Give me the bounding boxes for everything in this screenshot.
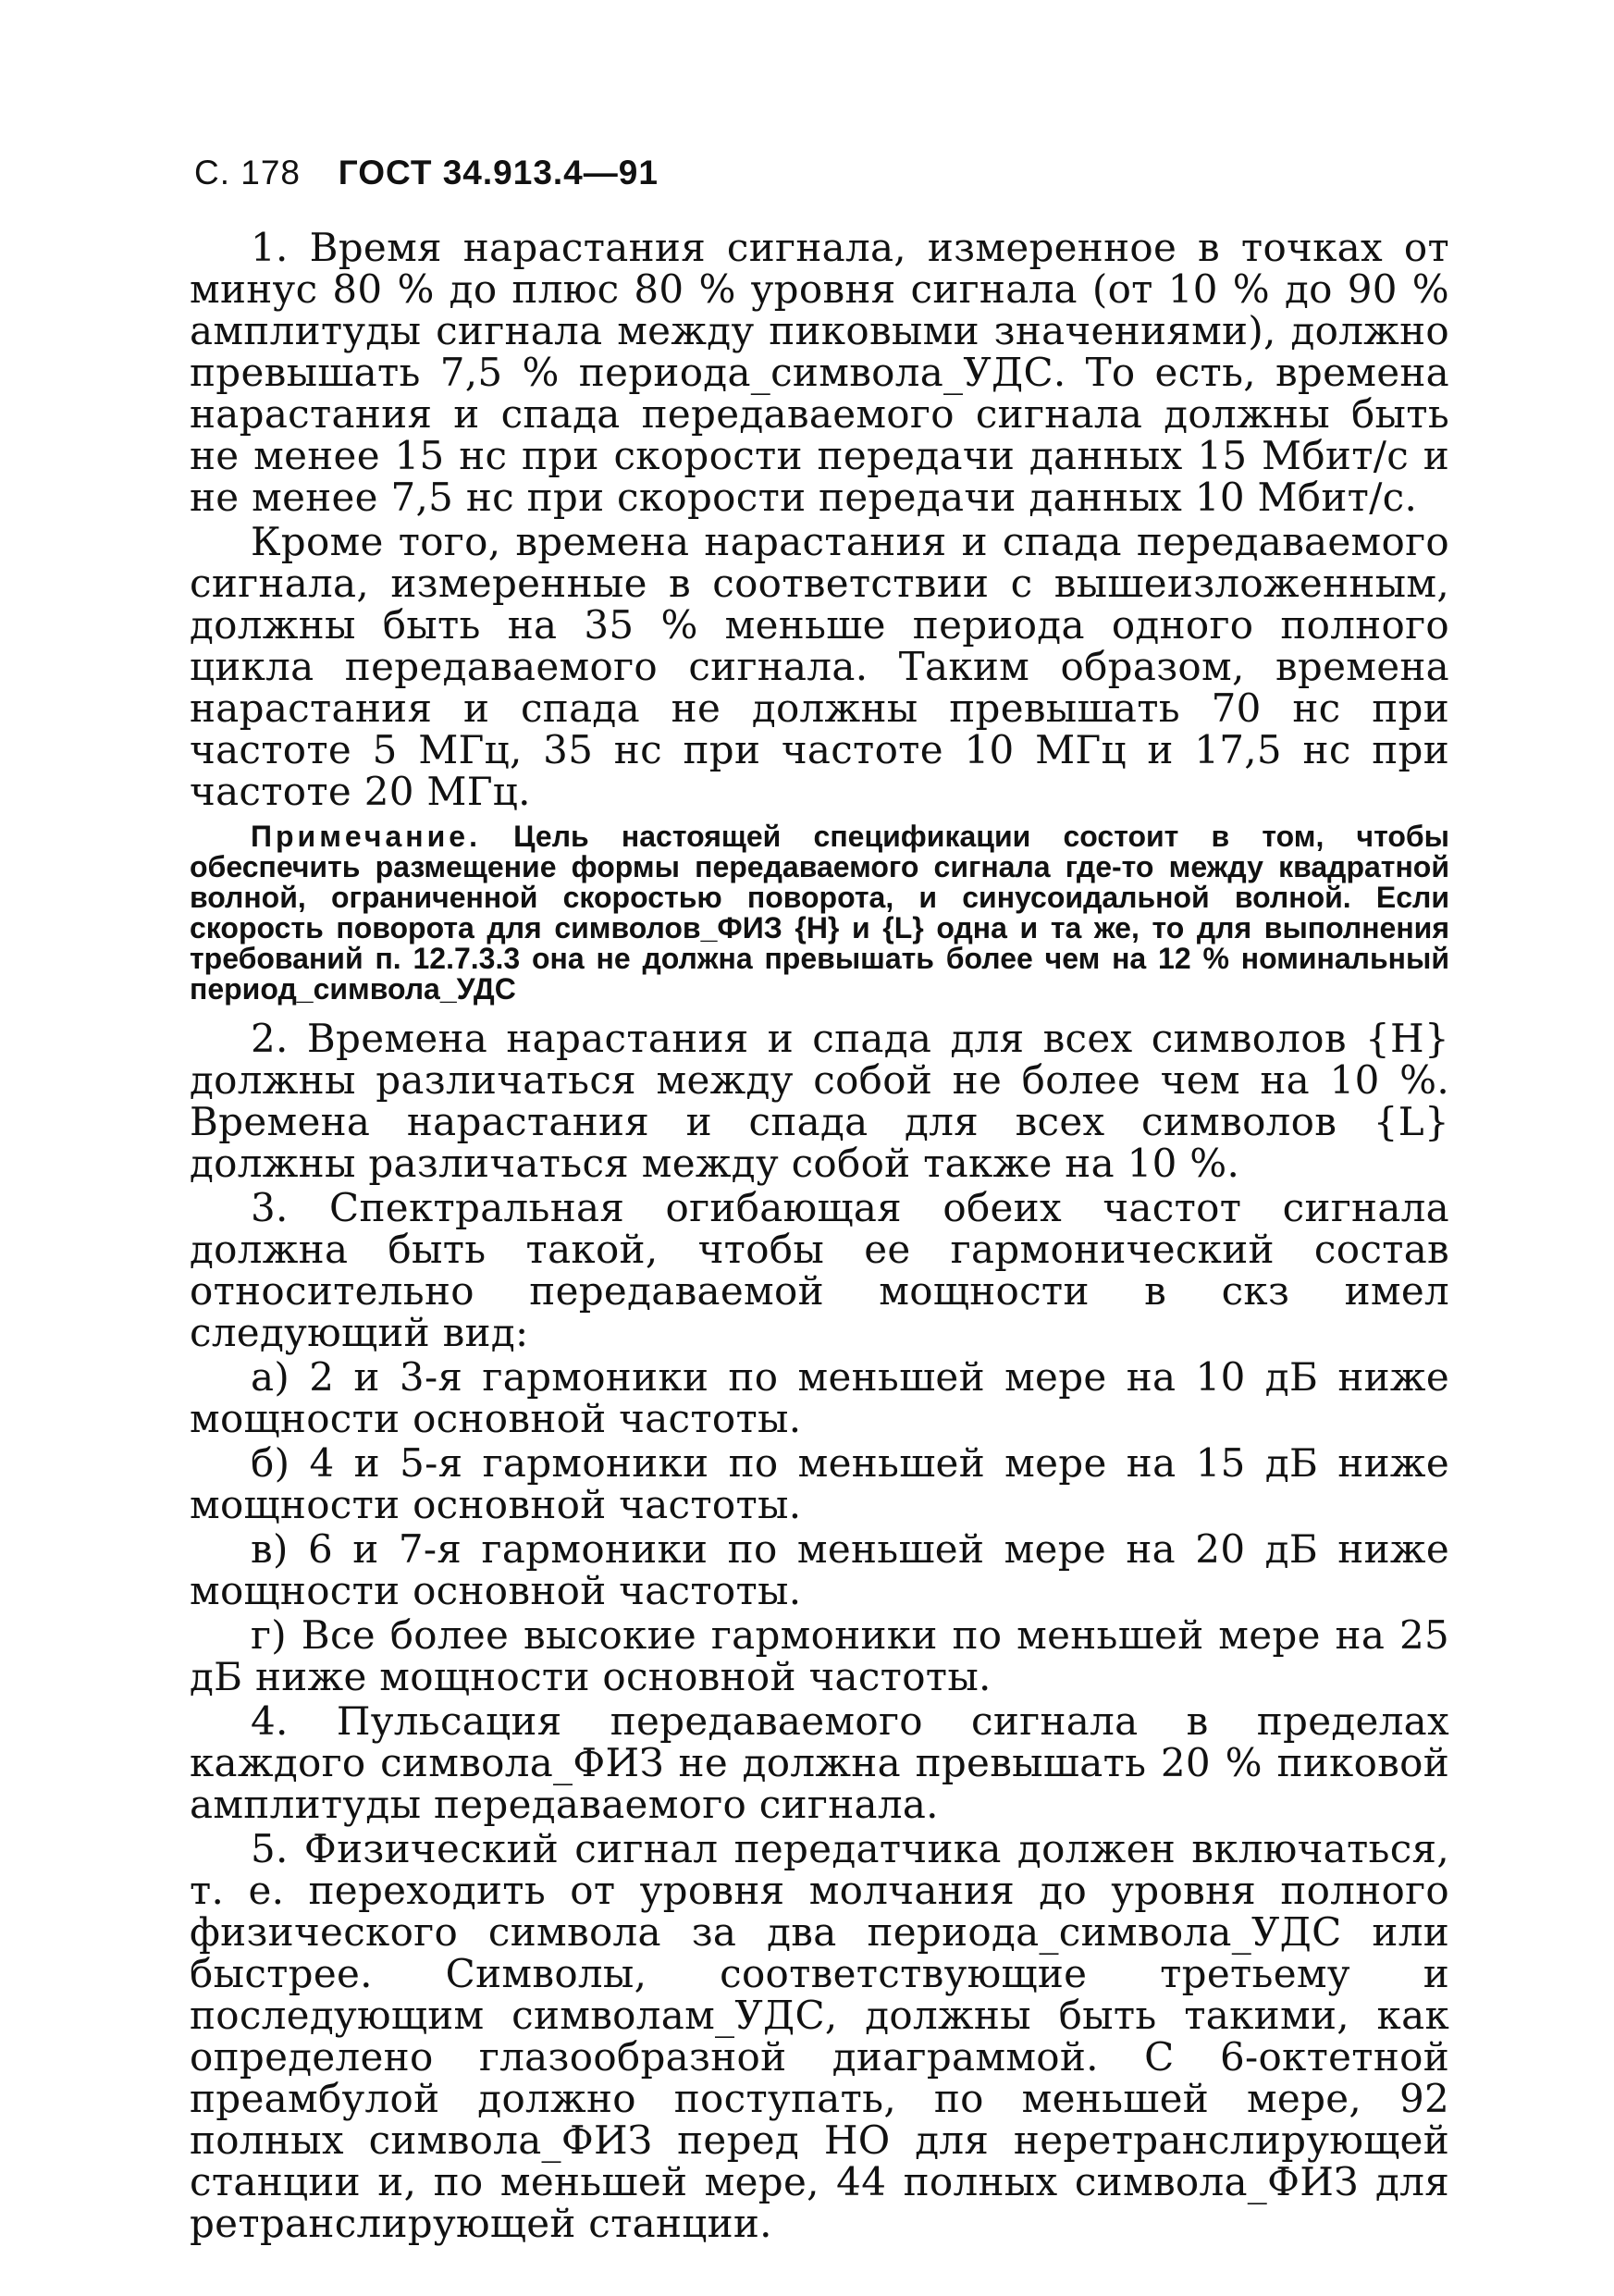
document-body <box>190 227 1449 2247</box>
paragraph-symbol-variation: 2. Времена нарастания и спада для всех символов {H} должны различаться между собой не более чем на 10 %. Времена нарастания и спада для всех символов {L} должны различаться между собой также на 10 %. <box>190 1016 1449 1186</box>
page-header <box>194 153 659 192</box>
paragraph-spectral-envelope: 3. Спектральная огибающая обеих частот сигнала должна быть такой, чтобы ее гармонический состав относительно передаваемой мощности в скз имел следующий вид: <box>190 1185 1449 1355</box>
note-text: Цель настоящей спецификации состоит в том, чтобы обеспечить размещение формы передаваемого сигнала где-то между квадратной волной, ограниченной скоростью поворота, и синусоидальной волной. Если скорость поворота для символов_ФИЗ {H} и {L} одна и та же, то для выполнения требований п. 12.7.3.3 она не должна превышать более чем на 12 % номинальный период_символа_УДС <box>190 820 1450 1006</box>
list-item-a: а) 2 и 3-я гармоники по меньшей мере на 10 дБ ниже мощности основной частоты. <box>190 1354 1449 1441</box>
paragraph-ripple: 4. Пульсация передаваемого сигнала в пределах каждого символа_ФИЗ не должна превышать 20 % пиковой амплитуды передаваемого сигнала. <box>190 1698 1449 1827</box>
list-item-d: г) Все более высокие гармоники по меньшей мере на 25 дБ ниже мощности основной частоты. <box>190 1612 1449 1699</box>
note-label: Примечание. <box>251 820 481 853</box>
page-number: С. 178 <box>194 154 302 191</box>
paragraph-transmitter-startup: 5. Физический сигнал передатчика должен включаться, т. е. переходить от уровня молчания до уровня полного физического символа за два периода_символа_УДС или быстрее. Символы, соответствующие третьему и последующим символам_УДС, должны быть такими, как определено глазообразной диаграммой. С 6-октетной преамбулой должно поступать, по меньшей мере, 92 полных символа_ФИЗ перед НО для неретранслирующей станции и, по меньшей мере, 44 полных символа_ФИЗ для ретранслирующей станции. <box>190 1826 1449 2246</box>
paragraph-rise-fall-limits: Кроме того, времена нарастания и спада передаваемого сигнала, измеренные в соответствии с вышеизложенным, должны быть на 35 % меньше периода одного полного цикла передаваемого сигнала. Таким образом, времена нарастания и спада не должны превышать 70 нс при частоте 5 МГц, 35 нс при частоте 10 МГц и 17,5 нс при частоте 20 МГц. <box>190 519 1449 814</box>
list-item-c: в) 6 и 7-я гармоники по меньшей мере на 20 дБ ниже мощности основной частоты. <box>190 1526 1449 1613</box>
standard-designation: ГОСТ 34.913.4—91 <box>338 154 659 191</box>
paragraph-rise-time: 1. Время нарастания сигнала, измеренное в точках от минус 80 % до плюс 80 % уровня сигнала (от 10 % до 90 % амплитуды сигнала между пиковыми значениями), должно превышать 7,5 % периода_символа_УДС. То есть, времена нарастания и спада передаваемого сигнала должны быть не менее 15 нс при скорости передачи данных 15 Мбит/с и не менее 7,5 нс при скорости передачи данных 10 Мбит/с. <box>190 225 1449 520</box>
note <box>190 821 1449 1005</box>
list-item-b: б) 4 и 5-я гармоники по меньшей мере на 15 дБ ниже мощности основной частоты. <box>190 1440 1449 1527</box>
